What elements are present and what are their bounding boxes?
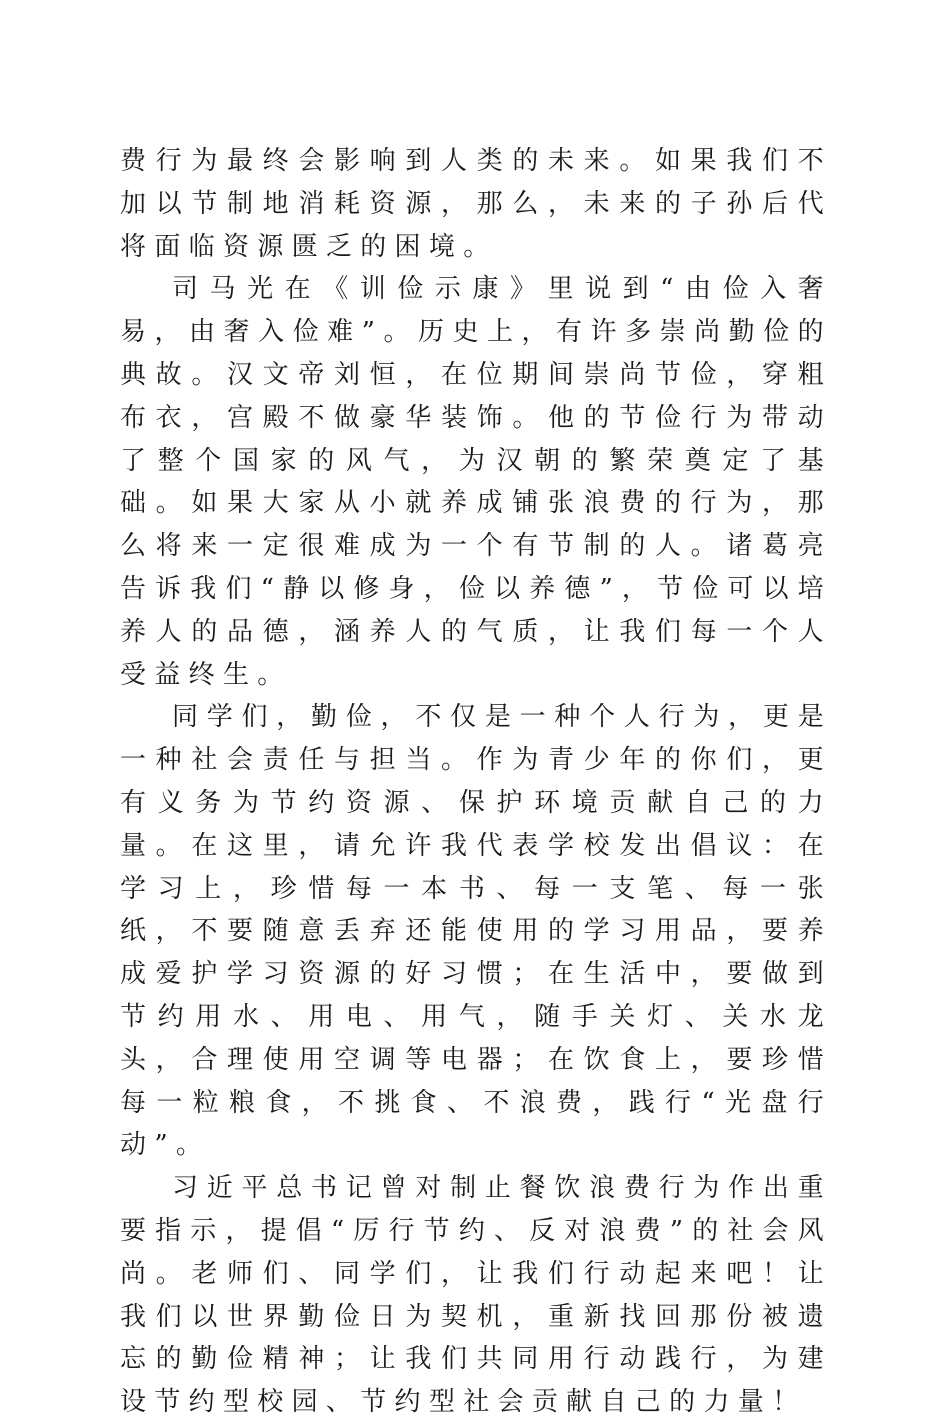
paragraph: 司马光在《训俭示康》里说到“由俭入奢易，由奢入俭难”。历史上，有许多崇尚勤俭的典故。汉文帝刘恒，在位期间崇尚节俭，穿粗布衣，宫殿不做豪华装饰。他的节俭行为带动了整个国家的风气，为汉朝的繁荣奠定了基础。如果大家从小就养成铺张浪费的行为，那么将来一定很难成为一个有节制的人。诸葛亮告诉我们“静以修身，俭以养德”，节俭可以培养人的品德，涵养人的气质，让我们每一个人受益终生。 <box>120 274 832 690</box>
body-text <box>120 140 832 1424</box>
paragraph: 习近平总书记曾对制止餐饮浪费行为作出重要指示，提倡“厉行节约、反对浪费”的社会风尚。老师们、同学们，让我们行动起来吧！让我们以世界勤俭日为契机，重新找回那份被遗忘的勤俭精神；让我们共同用行动践行，为建设节约型校园、节约型社会贡献自己的力量！ <box>120 1173 832 1418</box>
paragraph: 同学们，勤俭，不仅是一种个人行为，更是一种社会责任与担当。作为青少年的你们，更有义务为节约资源、保护环境贡献自己的力量。在这里，请允许我代表学校发出倡议：在学习上，珍惜每一本书、每一支笔、每一张纸，不要随意丢弃还能使用的学习用品，要养成爱护学习资源的好习惯；在生活中，要做到节约用水、用电、用气，随手关灯、关水龙头，合理使用空调等电器；在饮食上，要珍惜每一粒粮食，不挑食、不浪费，践行“光盘行动”。 <box>120 702 832 1161</box>
paragraph-continued: 费行为最终会影响到人类的未来。如果我们不加以节制地消耗资源，那么，未来的子孙后代将面临资源匮乏的困境。 <box>120 146 832 262</box>
